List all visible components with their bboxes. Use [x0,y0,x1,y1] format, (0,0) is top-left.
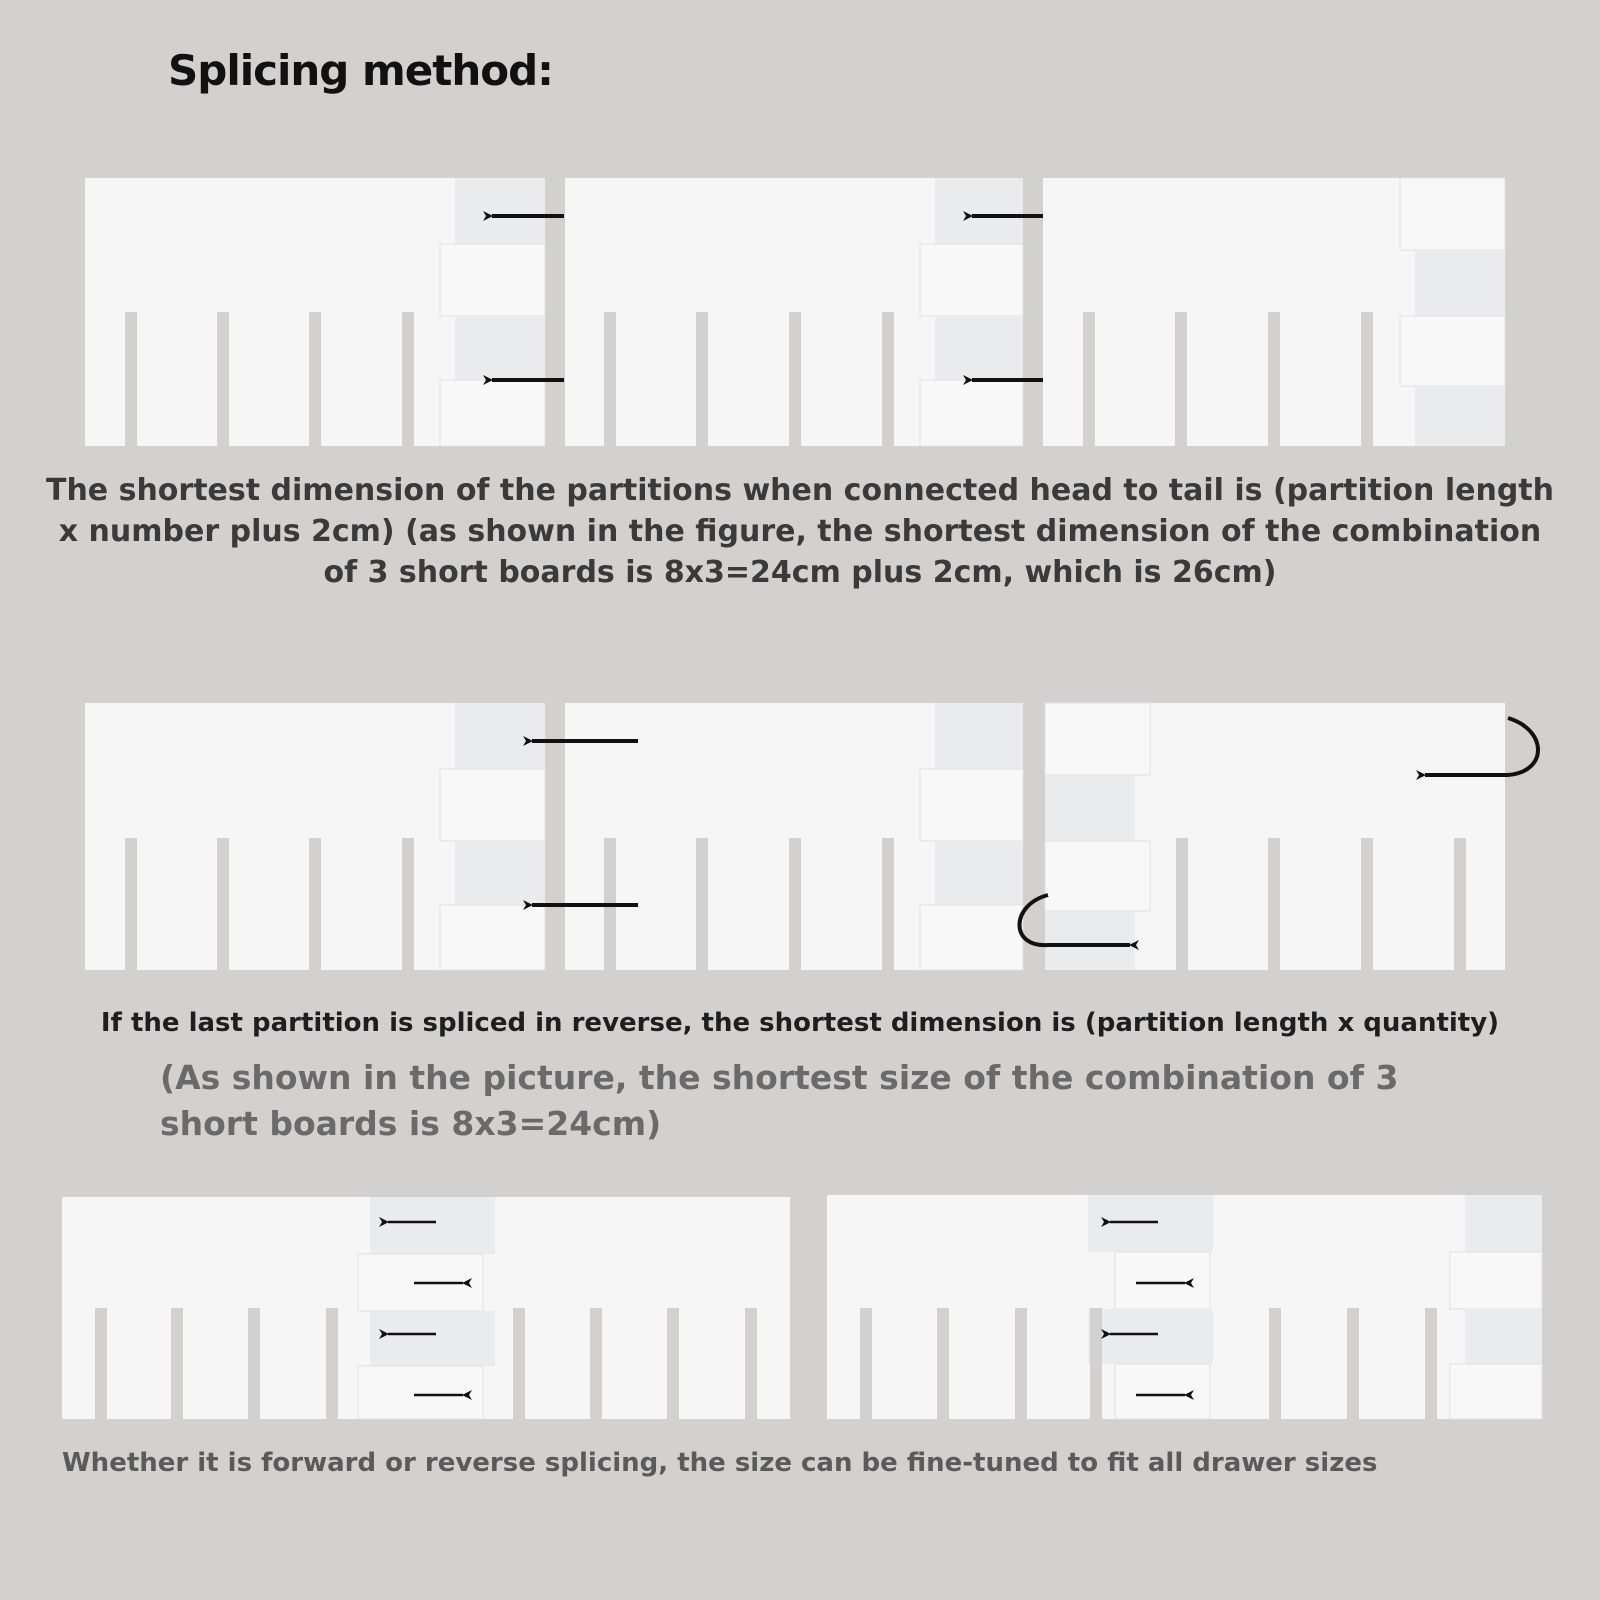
page-title: Splicing method: [168,46,553,95]
reverse-splice-example: (As shown in the picture, the shortest size of the combination of 3 short boards is 8x3=24cm) [160,1058,1399,1143]
reverse-splice-row [85,703,1538,970]
partition-board [85,703,545,970]
partition-board [565,178,1023,446]
partition-board [85,178,545,446]
fine-tune-caption: Whether it is forward or reverse splicing, the size can be fine-tuned to fit all drawer sizes [62,1448,1378,1478]
partition-board-pair [827,1195,1542,1419]
partition-board [1043,178,1505,446]
fine-tune-row [62,1195,1542,1419]
reverse-splice-rule: If the last partition is spliced in reverse, the shortest dimension is (partition length x quantity) [100,1008,1500,1038]
forward-splice-caption: The shortest dimension of the partitions when connected head to tail is (partition length x number plus 2cm) (as shown in the figure, the shortest dimension of the combination of 3 short boards is 8x3=24cm plus 2cm, which is 26cm) [45,473,1554,590]
partition-board [565,703,1023,970]
partition-board-reversed [1045,703,1505,970]
forward-splice-row [85,178,1505,446]
partition-board-pair [62,1197,790,1419]
